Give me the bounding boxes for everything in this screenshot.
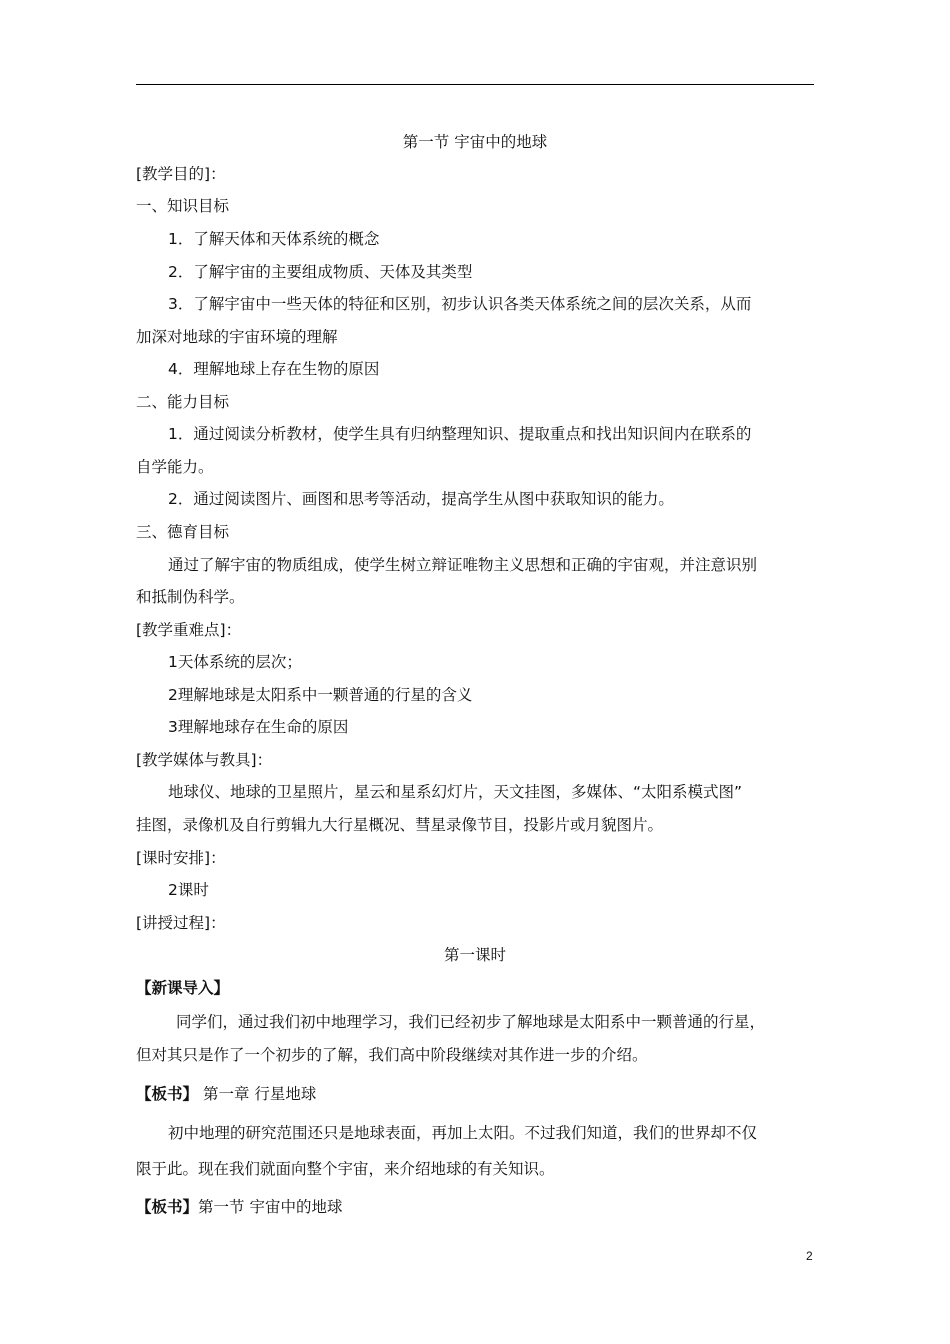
knowledge-item-continued: 加深对地球的宇宙环境的理解 <box>136 328 338 346</box>
board-note-section <box>136 1197 806 1217</box>
lesson-title: 第一课时 <box>443 946 506 964</box>
key-points-heading: [教学重难点]： <box>136 621 242 639</box>
knowledge-item: 1．了解天体和天体系统的概念 <box>168 230 380 248</box>
board-tag: 【板书】 <box>136 1198 199 1216</box>
intro-text: 同学们，通过我们初中地理学习，我们已经初步了解地球是太阳系中一颗普通的行星， <box>176 1013 766 1031</box>
intro-heading: 【新课导入】 <box>136 979 230 997</box>
body-text: 初中地理的研究范围还只是地球表面，再加上太阳。不过我们知道，我们的世界却不仅 <box>168 1124 758 1142</box>
intro-text-continued: 但对其只是作了一个初步的了解，我们高中阶段继续对其作进一步的介绍。 <box>136 1046 648 1064</box>
key-point-item: 2理解地球是太阳系中一颗普通的行星的含义 <box>168 686 473 704</box>
schedule-value: 2课时 <box>168 881 209 899</box>
moral-text-continued: 和抵制伪科学。 <box>136 588 245 606</box>
media-text-continued: 挂图，录像机及自行剪辑九大行星概况、彗星录像节目，投影片或月貌图片。 <box>136 816 664 834</box>
objectives-heading: [教学目的]： <box>136 165 226 183</box>
board-text: 第一章 行星地球 <box>198 1085 317 1103</box>
key-point-item: 1天体系统的层次； <box>168 653 302 671</box>
knowledge-item: 3．了解宇宙中一些天体的特征和区别，初步认识各类天体系统之间的层次关系，从而 <box>168 295 752 313</box>
moral-heading: 三、德育目标 <box>136 523 230 541</box>
page-title: 第一节 宇宙中的地球 <box>402 133 548 151</box>
board-note-chapter <box>136 1084 806 1104</box>
moral-text: 通过了解宇宙的物质组成，使学生树立辩证唯物主义思想和正确的宇宙观，并注意识别 <box>168 556 758 574</box>
board-text: 第一节 宇宙中的地球 <box>198 1198 343 1216</box>
schedule-heading: [课时安排]： <box>136 849 226 867</box>
knowledge-heading: 一、知识目标 <box>136 197 230 215</box>
ability-heading: 二、能力目标 <box>136 393 230 411</box>
ability-item: 2．通过阅读图片、画图和思考等活动，提高学生从图中获取知识的能力。 <box>168 490 674 508</box>
header-rule <box>136 84 814 85</box>
body-text-continued: 限于此。现在我们就面向整个宇宙，来介绍地球的有关知识。 <box>136 1160 555 1178</box>
page-number: 2 <box>806 1249 813 1263</box>
knowledge-item: 2．了解宇宙的主要组成物质、天体及其类型 <box>168 263 473 281</box>
knowledge-item: 4．理解地球上存在生物的原因 <box>168 360 380 378</box>
board-tag: 【板书】 <box>136 1085 199 1103</box>
ability-item-continued: 自学能力。 <box>136 458 214 476</box>
key-point-item: 3理解地球存在生命的原因 <box>168 718 349 736</box>
media-text: 地球仪、地球的卫星照片，星云和星系幻灯片，天文挂图，多媒体、“太阳系模式图” <box>168 783 743 801</box>
media-heading: [教学媒体与教具]： <box>136 751 273 769</box>
process-heading: [讲授过程]： <box>136 914 226 932</box>
ability-item: 1．通过阅读分析教材，使学生具有归纳整理知识、提取重点和找出知识间内在联系的 <box>168 425 752 443</box>
